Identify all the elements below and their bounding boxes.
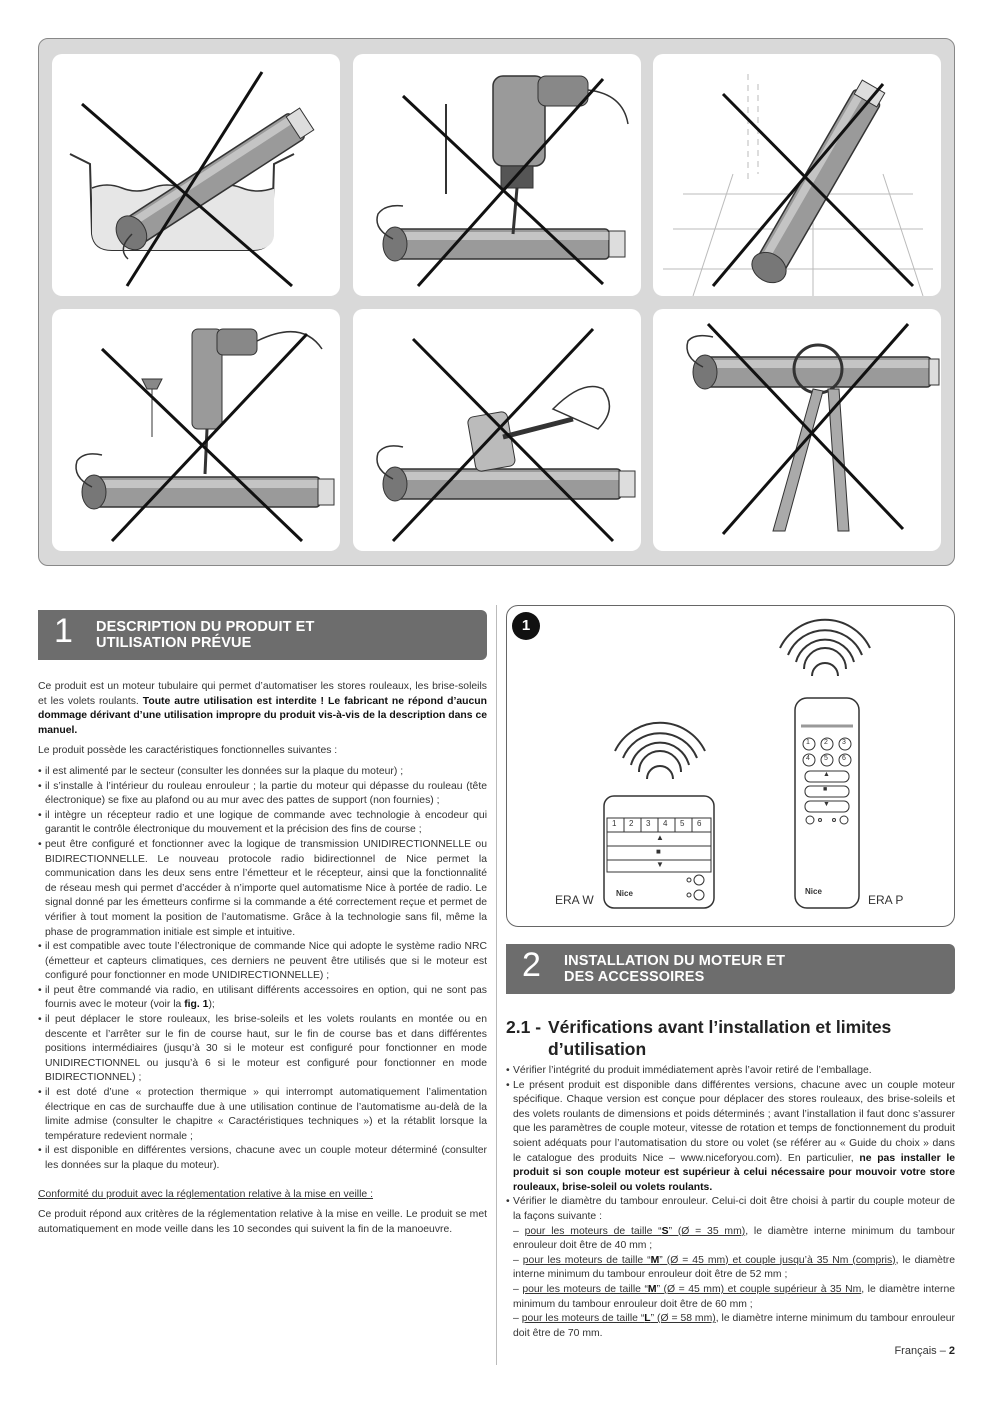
era-p-key-2: 2 bbox=[824, 739, 828, 746]
list-item: • Vérifier l’intégrité du produit immédiatement après l’avoir retiré de l’emballage. bbox=[506, 1064, 955, 1079]
section-1-header bbox=[38, 610, 487, 660]
standby-heading: Conformité du produit avec la réglementation relative à la mise en veille : bbox=[38, 1188, 373, 1200]
era-w-key-2: 2 bbox=[629, 819, 634, 828]
section-2-1-body bbox=[506, 1064, 955, 1341]
motor-in-water-illustration bbox=[52, 54, 340, 296]
warning-dropping-motor bbox=[653, 54, 941, 296]
size-m-high-row: – pour les moteurs de taille “M” (Ø = 45 mm) et couple supérieur à 35 Nm, le diamètre interne minimum du tambour enrouleur doit être de 60 mm ; bbox=[513, 1283, 956, 1310]
era-w-key-4: 4 bbox=[663, 819, 668, 828]
figure-1 bbox=[506, 605, 955, 927]
era-p-brand: Nice bbox=[805, 887, 822, 896]
era-p-up-key: ▲ bbox=[823, 771, 830, 778]
warning-motor-in-water bbox=[52, 54, 340, 296]
era-p-stop-key: ■ bbox=[823, 786, 828, 793]
size-s-row: – pour les moteurs de taille “S” (Ø = 35 mm), le diamètre interne minimum du tambour enrouleur doit être de 40 mm ; bbox=[513, 1225, 956, 1252]
era-w-key-1: 1 bbox=[612, 819, 617, 828]
list-item: • il peut être commandé via radio, en utilisant différents accessoires en option, qui ne sont pas fournis avec le moteur (voir la fig. 1); bbox=[38, 984, 487, 1013]
pliers-illustration bbox=[653, 309, 941, 551]
intro-paragraph: Ce produit est un moteur tubulaire qui permet d’automatiser les stores rouleaux, les brise-soleils et les volets roulants. Toute autre utilisation est interdite ! Le fabricant ne répond d’aucun dommage dérivant d’une utilisation impropre du produit vis-à-vis de la description dans ce manuel. bbox=[38, 681, 487, 736]
section-1-number: 1 bbox=[54, 612, 73, 650]
era-p-signal-icon bbox=[780, 620, 870, 676]
section-2-title: INSTALLATION DU MOTEUR ET DES ACCESSOIRES bbox=[564, 953, 786, 985]
list-item: • il est compatible avec toute l’électronique de commande Nice qui adopte le système radio NRC (émetteur et capteurs climatiques, ces derniers ne peuvent être utilisés que si le moteur est configuré pour fonctionner en mode UNIDIRECTIONNELLE) ; bbox=[38, 940, 487, 984]
list-item: • il est doté d’une « protection thermique » qui interrompt automatiquement l’alimentation électrique en cas de surchauffe due à une utilisation continue de l’automatisme au-delà de la limite admise (consulter le chapitre « Caractéristiques techniques ») et la rétablit lorsque la température redevient normale ; bbox=[38, 1086, 487, 1144]
list-item: • Le présent produit est disponible dans différentes versions, chacune avec un couple moteur spécifique. Chaque version est conçue pour déplacer des stores rouleaux, des brise-soleils et des volets roulants de dimensions et poids déterminés ; avant l’installation il faut donc s’assurer que les paramètres de couple moteur, vitesse de rotation et temps de fonctionnement du produit soient adéquats pour l’automatisation du store ou volet (se référer au « Guide du choix » dans le catalogue des produits Nice – www.niceforyou.com). En particulier, ne pas installer le produit si son couple moteur est supérieur à celui nécessaire pour mouvoir votre store rouleaux, brise-soleil ou volets roulants. bbox=[506, 1079, 955, 1196]
features-list bbox=[38, 765, 487, 1174]
standby-text: Ce produit répond aux critères de la réglementation relative à la mise en veille. Le produit se met automatiquement en mode veille dans les 10 secondes qui suivent la fin de la manoeuvre. bbox=[38, 1209, 487, 1235]
era-w-label: ERA W bbox=[555, 893, 594, 907]
era-p-key-5: 5 bbox=[824, 755, 828, 762]
features-intro: Le produit possède les caractéristiques fonctionnelles suivantes : bbox=[38, 745, 338, 757]
size-m-low-row: – pour les moteurs de taille “M” (Ø = 45 mm) et couple jusqu’à 35 Nm (compris), le diamètre interne minimum du tambour enrouleur doit être de 52 mm ; bbox=[513, 1254, 956, 1281]
list-item: • il est alimenté par le secteur (consulter les données sur la plaque du moteur) ; bbox=[38, 765, 487, 780]
era-p-key-4: 4 bbox=[806, 755, 810, 762]
figure-number-badge: 1 bbox=[512, 612, 540, 640]
page-footer: Français – 2 bbox=[894, 1345, 955, 1357]
warning-crushing-with-pliers bbox=[653, 309, 941, 551]
section-2-number: 2 bbox=[522, 946, 541, 984]
warnings-panel bbox=[38, 38, 955, 566]
warning-screwing-into-motor bbox=[52, 309, 340, 551]
era-p-key-6: 6 bbox=[842, 755, 846, 762]
list-item: • il intègre un récepteur radio et une logique de commande avec technologie à encodeur qui garantit le contrôle électronique du mouvement et la précision des fins de course ; bbox=[38, 809, 487, 838]
list-item: • il s’installe à l’intérieur du rouleau enrouleur ; la partie du moteur qui dépasse du rouleau (tête électronique) se fixe au plafond ou au mur avec des pattes de support (non fournies) ; bbox=[38, 780, 487, 809]
dropping-illustration bbox=[653, 54, 941, 296]
section-1-body bbox=[38, 680, 487, 1243]
era-w-stop-key: ■ bbox=[656, 847, 661, 856]
era-w-key-3: 3 bbox=[646, 819, 651, 828]
era-w-key-6: 6 bbox=[697, 819, 702, 828]
list-item: • il est disponible en différentes versions, chacune avec un couple moteur déterminé (consulter les données sur la plaque du moteur). bbox=[38, 1144, 487, 1173]
size-l-row: – pour les moteurs de taille “L” (Ø = 58 mm), le diamètre interne minimum du tambour enrouleur doit être de 70 mm. bbox=[513, 1313, 955, 1339]
era-p-key-3: 3 bbox=[842, 739, 846, 746]
era-w-signal-icon bbox=[615, 723, 705, 779]
hammering-illustration bbox=[353, 309, 641, 551]
section-2-header bbox=[506, 944, 955, 994]
screwing-illustration bbox=[52, 309, 340, 551]
column-divider bbox=[496, 605, 497, 1365]
era-w-down-key: ▼ bbox=[656, 860, 664, 869]
era-p-label: ERA P bbox=[868, 893, 904, 907]
page-number: 2 bbox=[948, 1345, 955, 1357]
section-2-1-title: 2.1 - Vérifications avant l’installation et limites d’utilisation bbox=[506, 1017, 892, 1059]
section-1-title: DESCRIPTION DU PRODUIT ET UTILISATION PRÉVUE bbox=[96, 619, 315, 651]
era-w-brand: Nice bbox=[616, 889, 633, 898]
era-w-key-5: 5 bbox=[680, 819, 685, 828]
list-item: • il peut déplacer le store rouleaux, les brise-soleils et les volets roulants en montée ou en descente et l’arrêter sur le fin de course haut, sur le fin de course bas et dans différentes positions intermédiaires (jusqu’à 30 si le moteur est configuré pour fonctionner en mode UNIDIRECTIONNEL ou jusqu’à 6 si le moteur est configuré pour fonctionner en mode BIDIRECTIONNEL) ; bbox=[38, 1013, 487, 1086]
era-p-down-key: ▼ bbox=[823, 801, 830, 808]
list-item: • peut être configuré et fonctionner avec la logique de transmission UNIDIRECTIONNELLE ou BIDIRECTIONNELLE. Le nouveau protocole radio bidirectionnel de Nice permet la communication dans les deux sens entre l’émetteur et le récepteur, ainsi que la fonctionnalité de réseau mesh qui permet d’accéder à n’importe quel automatisme Nice à portée de radio. Le signal donné par les émetteurs confirme si la commande a été correctement reçue et permet de vérifier à tout moment la position de l’automatisme. Grâce à la technologie sans fil, même la phase de programmation initiale est simple et intuitive. bbox=[38, 838, 487, 940]
checks-list bbox=[506, 1064, 955, 1341]
drilling-illustration bbox=[353, 54, 641, 296]
warning-hammering-motor bbox=[353, 309, 641, 551]
warning-drilling-motor bbox=[353, 54, 641, 296]
era-w-up-key: ▲ bbox=[656, 833, 664, 842]
list-item: • Vérifier le diamètre du tambour enrouleur. Celui-ci doit être choisi à partir du couple moteur de la façons suivante : – pour les moteurs de taille “S” (Ø = 35 mm), le diamètre interne minimum du tambour enrouleur doit être de 40 mm ; – pour les moteurs de taille “M” (Ø = 45 mm) et couple jusqu’à 35 Nm (compris), le diamètre interne minimum du tambour enrouleur doit être de 52 mm ; – pour les moteurs de taille “M” (Ø = 45 mm) et couple supérieur à 35 Nm, le diamètre interne minimum du tambour enrouleur doit être de 60 mm ; – pour les moteurs de taille “L” (Ø = 58 mm), le diamètre interne minimum du tambour enrouleur doit être de 70 mm. bbox=[506, 1195, 955, 1341]
era-p-key-1: 1 bbox=[806, 739, 810, 746]
remotes-illustration bbox=[507, 606, 956, 928]
